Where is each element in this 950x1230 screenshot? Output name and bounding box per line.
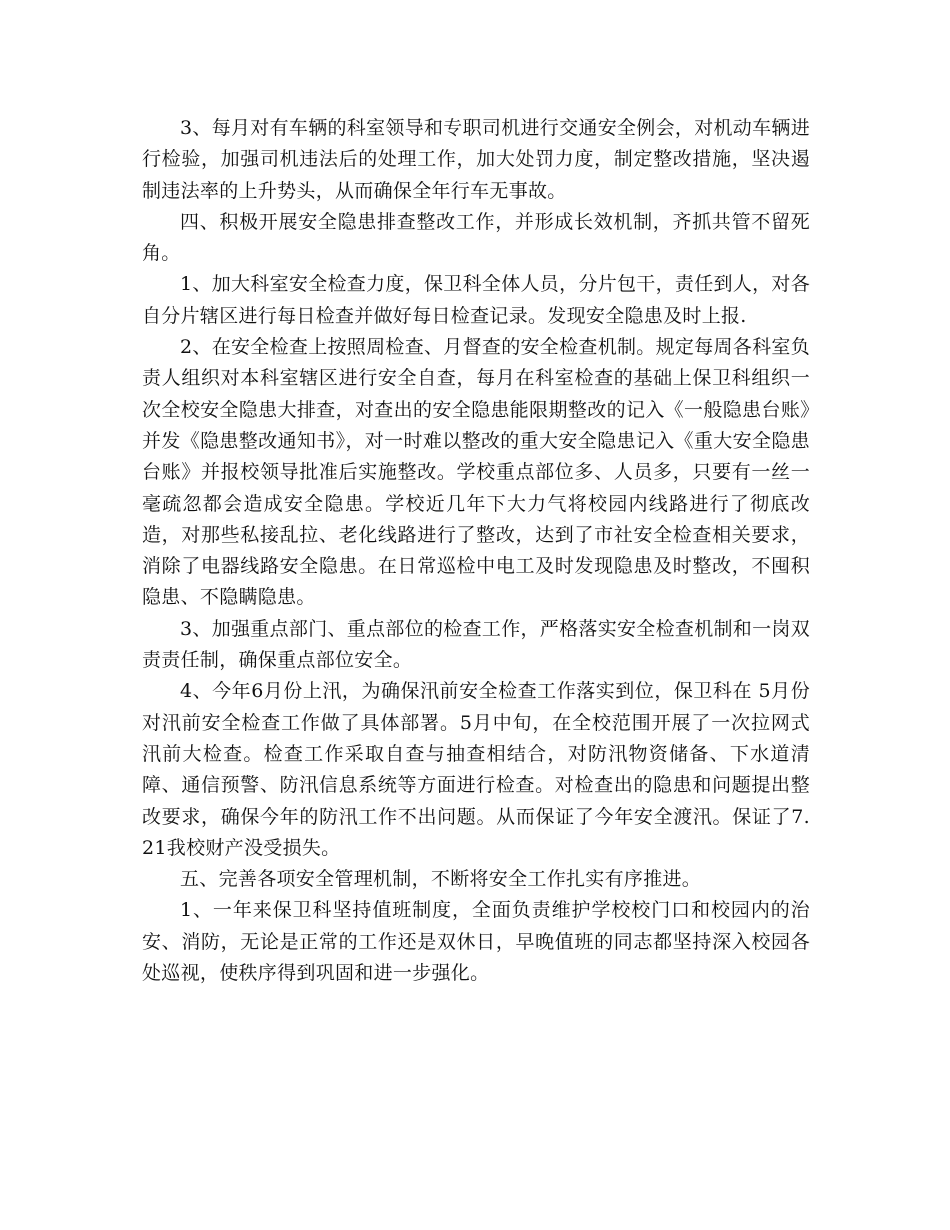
paragraph-weekly-monthly-inspection: 2、在安全检查上按照周检查、月督查的安全检查机制。规定每周各科室负责人组织对本科室辖区进行安全自查，每月在科室检查的基础上保卫科组织一次全校安全隐患大排查，对查出的安全隐患能限期整改的记入《一般隐患台账》并发《隐患整改通知书》，对一时难以整改的重大安全隐患记入《重大安全隐患台账》并报校领导批准后实施整改。学校重点部位多、人员多，只要有一丝一毫疏忽都会造成安全隐患。学校近几年下大力气将校园内线路进行了彻底改造，对那些私接乱拉、老化线路进行了整改，达到了市社安全检查相关要求，消除了电器线路安全隐患。在日常巡检中电工及时发现隐患及时整改，不囤积隐患、不隐瞒隐患。 — [142, 336, 810, 609]
document-body — [142, 113, 810, 989]
paragraph-vehicle-safety-meeting: 3、每月对有车辆的科室领导和专职司机进行交通安全例会，对机动车辆进行检验，加强司机违法后的处理工作，加大处罚力度，制定整改措施，坚决遏制违法率的上升势头，从而确保全年行车无事故。 — [142, 117, 810, 202]
heading-management-mechanisms: 五、完善各项安全管理机制，不断将安全工作扎实有序推进。 — [180, 868, 702, 891]
paragraph-daily-inspection: 1、加大科室安全检查力度，保卫科全体人员，分片包干，责任到人，对各自分片辖区进行每日检查并做好每日检查记录。发现安全隐患及时上报. — [142, 273, 810, 327]
heading-hazard-inspection: 四、积极开展安全隐患排查整改工作，并形成长效机制，齐抓共管不留死角。 — [142, 210, 810, 265]
paragraph-key-areas: 3、加强重点部门、重点部位的检查工作，严格落实安全检查机制和一岗双责责任制，确保重点部位安全。 — [142, 617, 810, 672]
paragraph-duty-system: 1、一年来保卫科坚持值班制度，全面负责维护学校校门口和校园内的治安、消防，无论是正常的工作还是双休日，早晚值班的同志都坚持深入校园各处巡视，使秩序得到巩固和进一步强化。 — [142, 899, 810, 985]
paragraph-flood-prevention: 4、今年6月份上汛，为确保汛前安全检查工作落实到位，保卫科在 5月份对汛前安全检查工作做了具体部署。5月中旬，在全校范围开展了一次拉网式汛前大检查。检查工作采取自查与抽查相结合，对防汛物资储备、下水道清障、通信预警、防汛信息系统等方面进行检查。对检查出的隐患和问题提出整改要求，确保今年的防汛工作不出问题。从而保证了今年安全渡汛。保证了7.21我校财产没受损失。 — [142, 680, 810, 859]
